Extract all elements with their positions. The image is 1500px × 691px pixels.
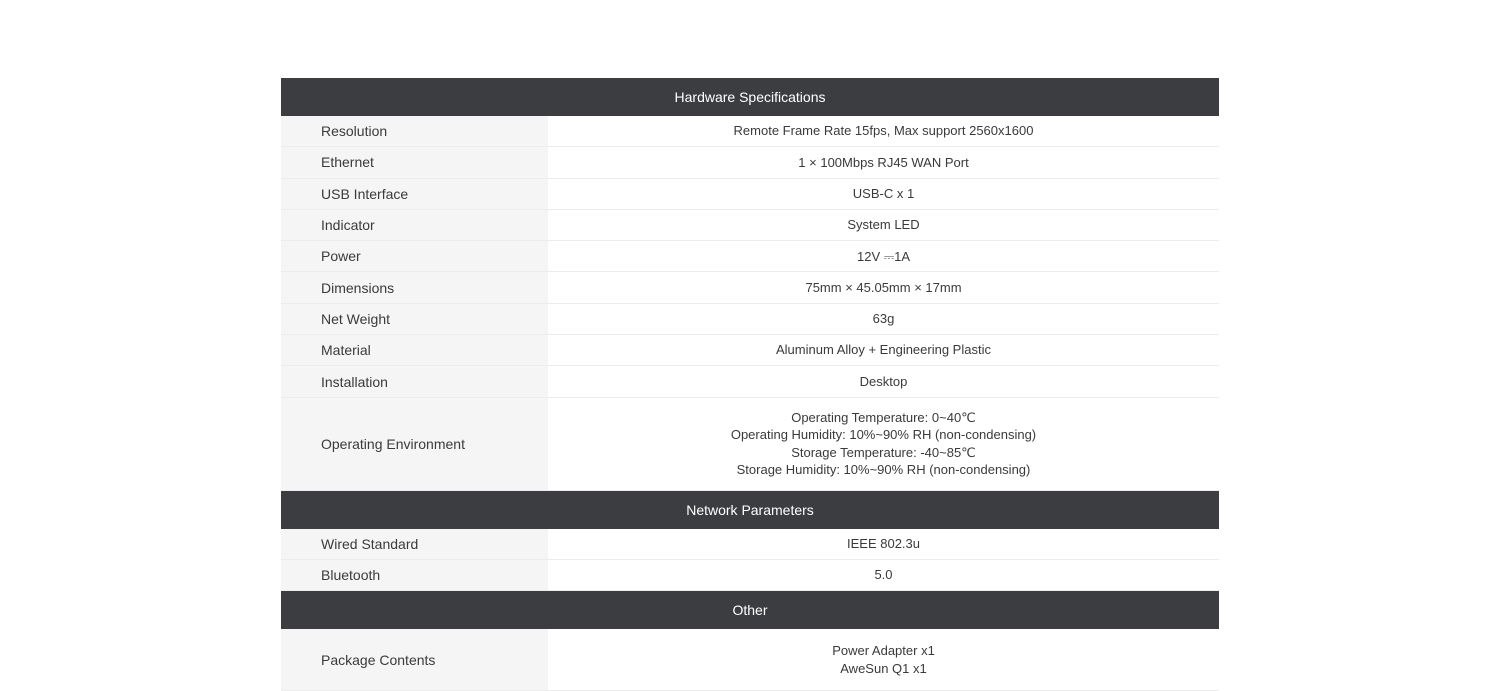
table-row xyxy=(281,179,1219,210)
section-title: Other xyxy=(732,602,768,619)
value-line: Operating Temperature: 0~40℃ xyxy=(791,409,976,425)
table-row xyxy=(281,241,1219,272)
row-value: 12V ⎓1A xyxy=(856,248,911,264)
table-row xyxy=(281,629,1219,691)
row-label: Net Weight xyxy=(281,304,548,334)
table-row xyxy=(281,529,1219,560)
table-row xyxy=(281,560,1219,591)
table-row xyxy=(281,210,1219,241)
row-value: 75mm × 45.05mm × 17mm xyxy=(805,279,962,295)
value-line: Power Adapter x1 xyxy=(832,643,935,659)
row-label: Installation xyxy=(281,366,548,396)
value-line: Operating Humidity: 10%~90% RH (non-condensing) xyxy=(730,427,1037,443)
row-value: System LED xyxy=(847,217,920,233)
row-value: Aluminum Alloy + Engineering Plastic xyxy=(776,342,991,358)
row-label: Wired Standard xyxy=(281,529,548,559)
row-label: Indicator xyxy=(281,210,548,240)
table-row xyxy=(281,398,1219,491)
row-label: USB Interface xyxy=(281,179,548,209)
table-row xyxy=(281,116,1219,147)
row-value: Remote Frame Rate 15fps, Max support 2560x1600 xyxy=(733,123,1034,139)
value-line: AweSun Q1 x1 xyxy=(840,660,927,676)
row-label: Power xyxy=(281,241,548,271)
row-value xyxy=(548,398,1219,490)
section-header-network xyxy=(281,491,1219,529)
row-value xyxy=(548,629,1219,690)
row-value: 63g xyxy=(872,311,895,327)
row-value: 5.0 xyxy=(874,567,893,583)
table-row xyxy=(281,304,1219,335)
row-label: Ethernet xyxy=(281,147,548,177)
row-label: Resolution xyxy=(281,116,548,146)
value-line: Storage Humidity: 10%~90% RH (non-condensing) xyxy=(736,462,1031,478)
table-row xyxy=(281,147,1219,178)
section-header-other xyxy=(281,591,1219,629)
row-value: IEEE 802.3u xyxy=(847,536,920,552)
row-value: 1 × 100Mbps RJ45 WAN Port xyxy=(798,154,969,170)
row-label: Material xyxy=(281,335,548,365)
section-title: Hardware Specifications xyxy=(674,89,826,105)
table-row xyxy=(281,335,1219,366)
section-title: Network Parameters xyxy=(686,501,814,518)
row-label: Operating Environment xyxy=(281,398,548,490)
spec-table xyxy=(281,78,1219,691)
table-row xyxy=(281,272,1219,303)
value-line: Storage Temperature: -40~85℃ xyxy=(791,444,976,460)
row-label: Dimensions xyxy=(281,272,548,302)
row-label: Bluetooth xyxy=(281,560,548,590)
row-label: Package Contents xyxy=(281,629,548,690)
table-row xyxy=(281,366,1219,397)
section-header-hardware xyxy=(281,78,1219,116)
row-value: USB-C x 1 xyxy=(852,185,915,201)
row-value: Desktop xyxy=(859,373,908,389)
